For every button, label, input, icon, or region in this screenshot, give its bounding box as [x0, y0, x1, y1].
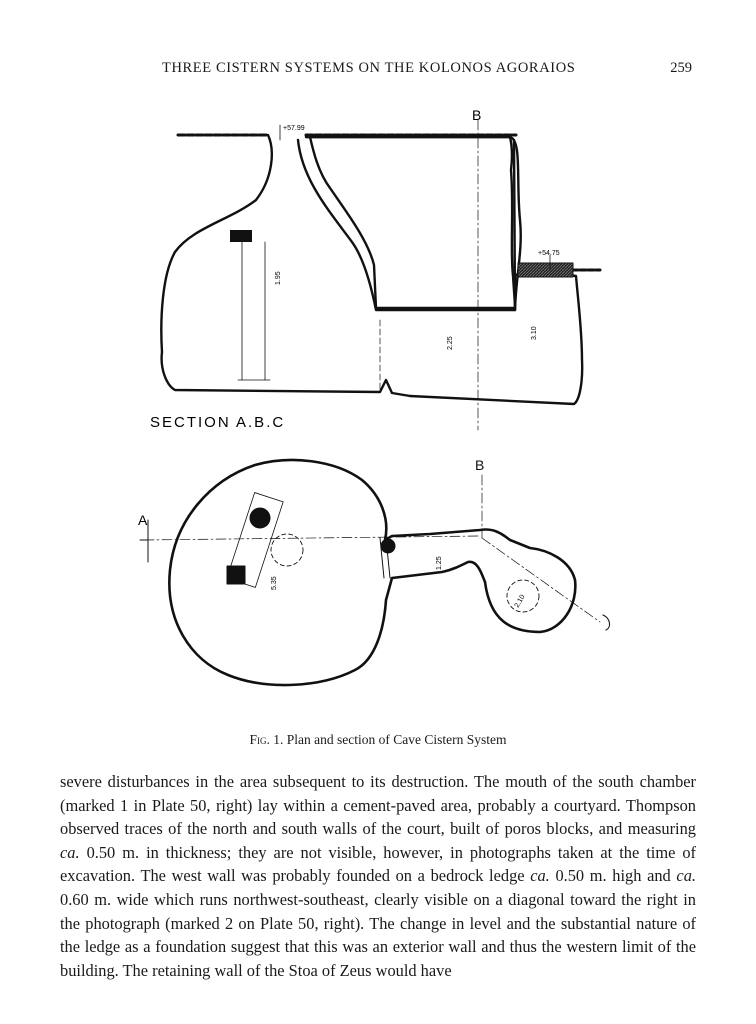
- section-title: SECTION A.B.C: [150, 414, 286, 431]
- running-head: [0, 60, 756, 82]
- section-room-top: [310, 137, 515, 308]
- dim-plan-passage: 1.25: [436, 556, 443, 570]
- dim-plan-small: 2.10: [513, 593, 527, 609]
- plan-and-section-drawing: [130, 100, 630, 700]
- caption-label: Fig. 1.: [249, 732, 284, 747]
- body-ca-1: ca.: [60, 842, 80, 862]
- body-ca-2: ca.: [530, 866, 550, 886]
- body-paragraph: [60, 770, 696, 982]
- plan-drawing: [140, 457, 610, 685]
- label-b-plan: B: [475, 457, 485, 473]
- caption-text: Plan and section of Cave Cistern System: [283, 732, 507, 747]
- label-a: A: [138, 512, 148, 528]
- dim-section-mid: 2.25: [447, 336, 454, 350]
- page-number: 259: [670, 60, 692, 76]
- cistern-figure: [130, 100, 630, 700]
- body-text-3: 0.50 m. high and: [549, 866, 677, 886]
- block-left: [230, 230, 252, 242]
- running-title: THREE CISTERN SYSTEMS ON THE KOLONOS AGORAIOS: [162, 60, 576, 76]
- dim-plan-main: 5.35: [271, 576, 278, 590]
- section-left-chamber: [161, 135, 410, 396]
- dim-section-right: 3.10: [531, 326, 538, 340]
- section-right-deep: [410, 272, 582, 404]
- figure-caption: [0, 732, 756, 748]
- column-passage: [381, 539, 395, 553]
- axis-a-plan: [144, 536, 480, 540]
- column-round: [250, 508, 270, 528]
- elevation-top-left: +57.99: [283, 125, 305, 132]
- elevation-top-right: +54.75: [538, 250, 560, 257]
- section-drawing: [161, 120, 600, 430]
- body-ca-3: ca.: [676, 866, 696, 886]
- opening-main: [271, 534, 303, 566]
- body-text-1: severe disturbances in the area subsequent to its destruction. The mouth of the south chamber (marked 1 in Plate 50, right) lay within a cement-paved area, probably a courtyard. Thompson observed traces of the north and south walls of the court, built of poros blocks, and measuring: [60, 772, 696, 839]
- block-right: [518, 263, 573, 277]
- body-text-2: 0.50 m. in thickness; they are not visible, however, in photographs taken at the time of excavation. The west wall was probably founded on a bedrock ledge: [60, 842, 696, 886]
- dim-section-left: 1.95: [275, 271, 282, 285]
- label-b-top: B: [472, 107, 482, 123]
- body-text-4: 0.60 m. wide which runs northwest-southeast, clearly visible on a diagonal toward the right in the photograph (marked 2 on Plate 50, right). The change in level and the substantial nature of the ledge as a foundation suggest that this was an exterior wall and thus the western limit of the building. The retaining wall of the Stoa of Zeus would have: [60, 889, 696, 980]
- section-neck-right: [298, 140, 515, 310]
